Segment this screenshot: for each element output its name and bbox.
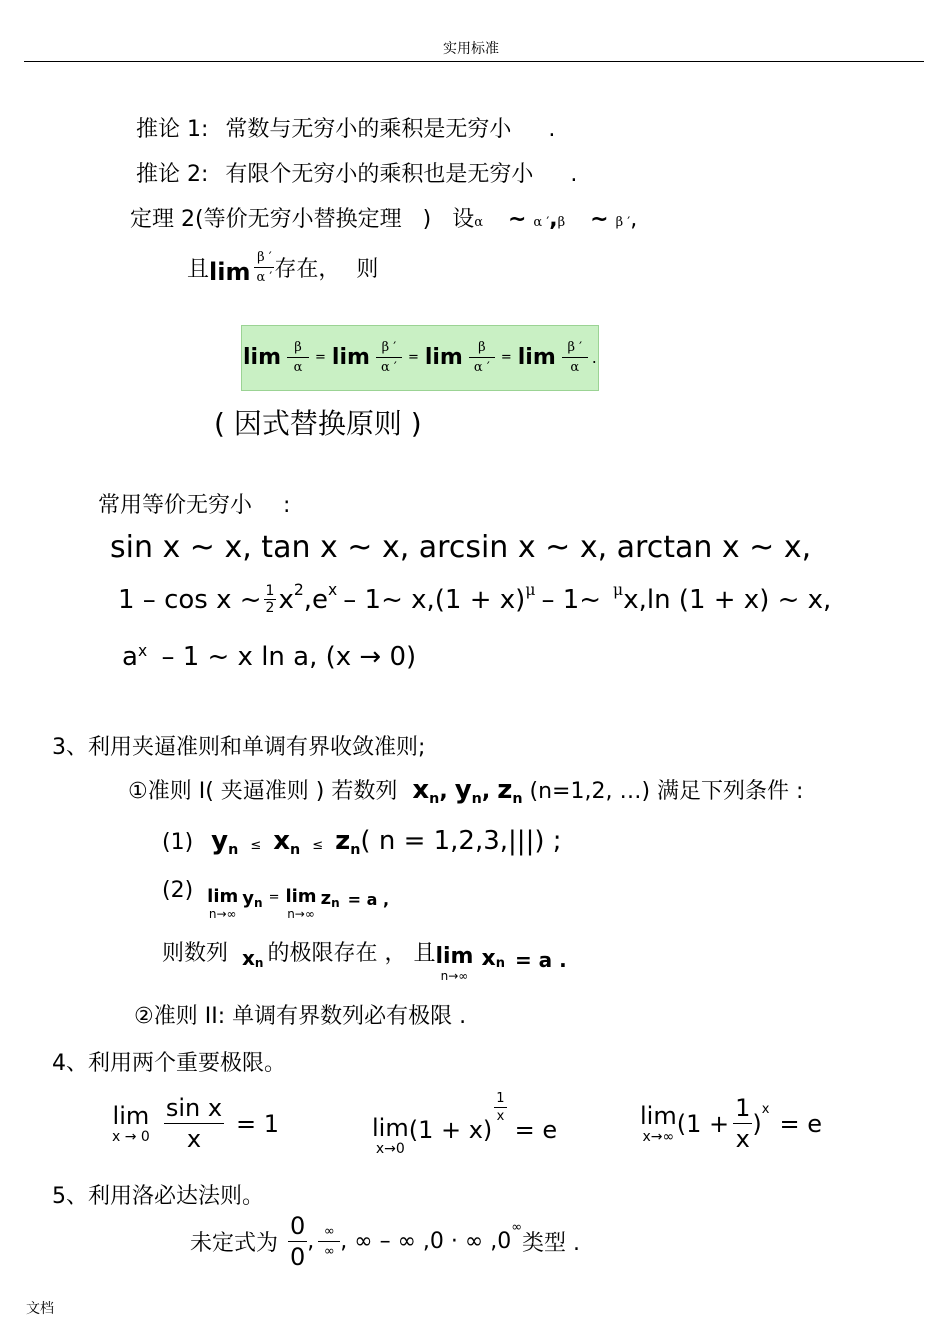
lim-label: lim: [207, 886, 239, 907]
rule-1: [128, 774, 803, 805]
rule-1-conclusion: [162, 936, 567, 982]
corollary-1-label: 推论 1:: [136, 117, 209, 142]
corollary-1: [136, 112, 555, 143]
fraction-denominator: x: [496, 1109, 505, 1124]
corollary-1-end: .: [548, 117, 556, 142]
equals-3: =: [500, 349, 512, 365]
c2-eq: =: [268, 890, 280, 905]
fraction-bar: [164, 1123, 224, 1124]
fraction-bar: [288, 1241, 307, 1242]
lim3-block: [640, 1101, 677, 1145]
c1-z: z: [335, 826, 351, 856]
equivalents-line-2: [118, 581, 832, 616]
lim2-rhs: = e: [514, 1116, 558, 1144]
conc-x2: x: [481, 946, 496, 971]
beta-over-alpha-prime: [469, 341, 495, 374]
zero-over-zero: [288, 1214, 307, 1269]
fraction-bar: [376, 357, 402, 358]
lim-under: n→∞: [440, 969, 469, 983]
c1-le-1: ≤: [250, 838, 262, 853]
seq-z: z: [497, 775, 513, 805]
fraction-bar: [494, 1107, 506, 1108]
seq-x: x: [412, 775, 430, 805]
forms-comma: ,: [307, 1229, 315, 1254]
fraction-denominator: 0: [290, 1243, 306, 1271]
corollary-2-label: 推论 2:: [136, 162, 209, 187]
c1-x-n: n: [290, 842, 301, 858]
l2-x: x: [328, 581, 338, 600]
fraction-denominator: α ′: [256, 269, 273, 285]
c2-a: = a ,: [347, 890, 390, 909]
l2-sq: 2: [293, 581, 304, 600]
comma-symbol-2: ,: [630, 207, 638, 232]
beta-prime-over-alpha-prime-2: [376, 341, 402, 374]
seq-y: y: [454, 775, 472, 805]
lim3-exp: x: [761, 1102, 770, 1117]
forms-pre: 未定式为: [190, 1231, 279, 1256]
seq-z-n: n: [512, 791, 523, 807]
lim3-b: ): [752, 1109, 762, 1138]
fraction-denominator: α: [293, 359, 303, 375]
fraction-bar: [733, 1123, 752, 1124]
l2-a: 1 – cos x ~: [118, 584, 262, 615]
rule-2: ②准则 II: 单调有界数列必有极限 .: [134, 1004, 467, 1029]
sim-symbol: ~: [507, 207, 527, 232]
c2-z-n: n: [331, 896, 340, 910]
seq-comma-2: ,: [481, 779, 491, 804]
equivalents-line-3: [122, 642, 416, 672]
section-4-title: 4、利用两个重要极限。: [52, 1051, 286, 1076]
fraction-bar: [254, 267, 274, 268]
theorem-2: [130, 202, 637, 233]
fraction-denominator: x: [735, 1125, 750, 1153]
c2-y: y: [242, 888, 255, 909]
fraction-denominator: α ′: [381, 359, 397, 375]
fraction-denominator: x: [186, 1125, 202, 1153]
important-limit-2: [372, 1092, 557, 1156]
lim2-body: (1 + x): [408, 1116, 493, 1144]
lim-label: lim: [285, 886, 317, 907]
common-equivalents-title: [98, 488, 290, 519]
lim1-block: [112, 1101, 150, 1145]
fraction-numerator: ∞: [323, 1224, 335, 1239]
seq-x-n: n: [429, 791, 440, 807]
lim3-rhs: = e: [779, 1109, 822, 1138]
fraction-numerator: 1: [735, 1094, 751, 1122]
c1-tail: ( n = 1,2,3,|||) ;: [360, 826, 562, 856]
beta-over-alpha: [287, 341, 309, 374]
page-header: 实用标准: [443, 41, 499, 57]
substitution-principle: ( 因式替换原则 ): [214, 407, 422, 440]
lim-under: x→0: [375, 1141, 405, 1157]
conc-x2-n: n: [495, 956, 505, 971]
forms-rest-exp: ∞: [511, 1220, 523, 1235]
seq-comma-1: ,: [439, 779, 448, 804]
equivalence-formula: [243, 327, 597, 387]
lim-label: lim: [435, 944, 474, 969]
lim-label: lim: [209, 258, 251, 286]
lim-1: lim: [243, 344, 282, 370]
fraction-bar: [562, 357, 588, 358]
theorem-2-set: 设: [452, 207, 475, 232]
sim-symbol-2: ~: [590, 207, 609, 232]
section-3-title: 3、利用夹逼准则和单调有界收敛准则;: [52, 735, 426, 760]
alpha-symbol: α: [474, 215, 483, 230]
fraction-bar: [318, 1241, 340, 1242]
inf-over-inf: [318, 1225, 340, 1258]
corollary-2: [136, 157, 577, 188]
beta-prime-symbol: β ′: [615, 215, 631, 230]
lim-label: lim: [112, 1101, 150, 1130]
important-limit-3: [640, 1096, 822, 1151]
conc-x: x: [242, 946, 255, 970]
cond-post: 存在，: [274, 256, 341, 282]
fraction-numerator: β ′: [381, 339, 397, 355]
lim-under: x → 0: [112, 1128, 150, 1145]
c2-lim-y: [207, 888, 238, 920]
corollary-2-text: 有限个无穷小的乘积也是无穷小: [225, 162, 534, 187]
lim-4: lim: [517, 344, 556, 370]
equals-1: =: [315, 349, 326, 365]
c1-label: (1): [162, 830, 194, 855]
fraction-numerator: 0: [290, 1212, 306, 1240]
fraction-numerator: β: [478, 339, 486, 355]
theorem-2-close: ): [422, 207, 432, 232]
fraction-numerator: sin x: [165, 1094, 223, 1122]
l2-e: (1 + x): [434, 584, 526, 615]
sinx-over-x: [164, 1096, 224, 1151]
lim-2: lim: [331, 344, 370, 370]
rule-1-label: ①准则 I( 夹逼准则 ) 若数列: [128, 779, 398, 804]
lim3-a: (1 +: [676, 1109, 730, 1138]
c2-z: z: [320, 888, 332, 909]
conc-x-n: n: [254, 956, 264, 970]
lim-label: lim: [372, 1114, 409, 1142]
l2-d: – 1~ x,: [343, 584, 435, 615]
theorem-2-label: 定理 2(: [130, 207, 204, 232]
fraction-numerator: β ′: [257, 249, 272, 265]
then-end: = a .: [514, 948, 567, 972]
lim-under: n→∞: [287, 907, 315, 921]
header-rule: [24, 61, 924, 62]
fraction-numerator: β: [294, 339, 302, 355]
forms-rest: , ∞ – ∞ ,0 · ∞ ,0: [340, 1229, 512, 1254]
then-text: 则数列: [162, 941, 229, 966]
condition-2: [162, 878, 389, 920]
page-footer: 文档: [26, 1301, 54, 1317]
l2-b: x: [278, 584, 294, 615]
beta-symbol: β: [557, 215, 566, 230]
section-5-title: 5、利用洛必达法则。: [52, 1184, 264, 1209]
lim-under: n→∞: [208, 907, 237, 921]
lim-under: x→∞: [642, 1128, 675, 1145]
theorem-2-name: 等价无穷小替换定理: [203, 207, 402, 232]
l3-x: x: [137, 641, 148, 660]
fraction-denominator: 2: [265, 600, 275, 616]
c1-x: x: [273, 826, 290, 856]
one-over-x: [733, 1096, 752, 1151]
fraction-denominator: α: [570, 359, 580, 375]
c2-lim-z: [285, 888, 316, 920]
lim2-block: [372, 1116, 409, 1156]
c2-label: (2): [162, 878, 194, 903]
one-half-fraction: [264, 584, 277, 615]
lim2-exponent: [494, 1092, 506, 1123]
beta-prime-over-alpha-prime: [254, 251, 274, 284]
c1-y-n: n: [228, 842, 239, 858]
theorem-2-condition: [187, 248, 378, 286]
fraction-numerator: β ′: [567, 339, 583, 355]
c1-le-2: ≤: [312, 838, 324, 853]
comma-symbol: ,: [549, 207, 558, 232]
fraction-denominator: ∞: [323, 1244, 335, 1259]
lim-3: lim: [424, 344, 463, 370]
indeterminate-forms: [190, 1214, 580, 1269]
lim1-rhs: = 1: [236, 1109, 280, 1138]
important-limit-1: [112, 1096, 279, 1151]
equivalents-line-1: sin x ~ x, tan x ~ x, arcsin x ~ x, arctan x ~ x,: [110, 530, 812, 565]
common-title-text: 常用等价无穷小: [98, 493, 253, 518]
formula-period: .: [591, 347, 597, 367]
forms-post: 类型 .: [522, 1231, 581, 1256]
l2-g: x,ln (1 + x) ~ x,: [623, 584, 832, 615]
rule-1-cond: (n=1,2, …) 满足下列条件 :: [529, 779, 804, 804]
seq-y-n: n: [471, 791, 482, 807]
fraction-bar: [469, 357, 495, 358]
beta-prime-over-alpha: [562, 341, 588, 374]
l3-a: a: [122, 642, 138, 672]
c2-y-n: n: [254, 896, 263, 910]
l3-c: (x → 0): [325, 642, 417, 672]
condition-1: [162, 826, 562, 856]
fraction-numerator: 1: [265, 583, 275, 599]
fraction-denominator: α ′: [473, 359, 490, 375]
conc-lim: [435, 946, 473, 982]
common-title-colon: :: [283, 493, 291, 518]
corollary-2-end: .: [570, 162, 578, 187]
l2-mu2: μ: [613, 581, 624, 600]
l3-b: – 1 ~ x ln a,: [161, 642, 318, 672]
l2-f: – 1~: [541, 584, 602, 615]
fraction-bar: [287, 357, 309, 358]
corollary-1-text: 常数与无穷小的乘积是无穷小: [225, 117, 512, 142]
lim-label: lim: [640, 1101, 677, 1130]
alpha-prime-symbol: α ′: [533, 215, 550, 230]
equals-2: =: [407, 349, 419, 365]
fraction-numerator: 1: [496, 1091, 505, 1106]
then-mid: 的极限存在 ， 且: [267, 941, 436, 966]
c1-y: y: [211, 826, 229, 856]
cond-then: 则: [356, 256, 379, 282]
cond-pre: 且: [187, 256, 210, 282]
l2-mu: μ: [525, 581, 536, 600]
c1-z-n: n: [350, 842, 361, 858]
l2-c: ,e: [303, 584, 329, 615]
